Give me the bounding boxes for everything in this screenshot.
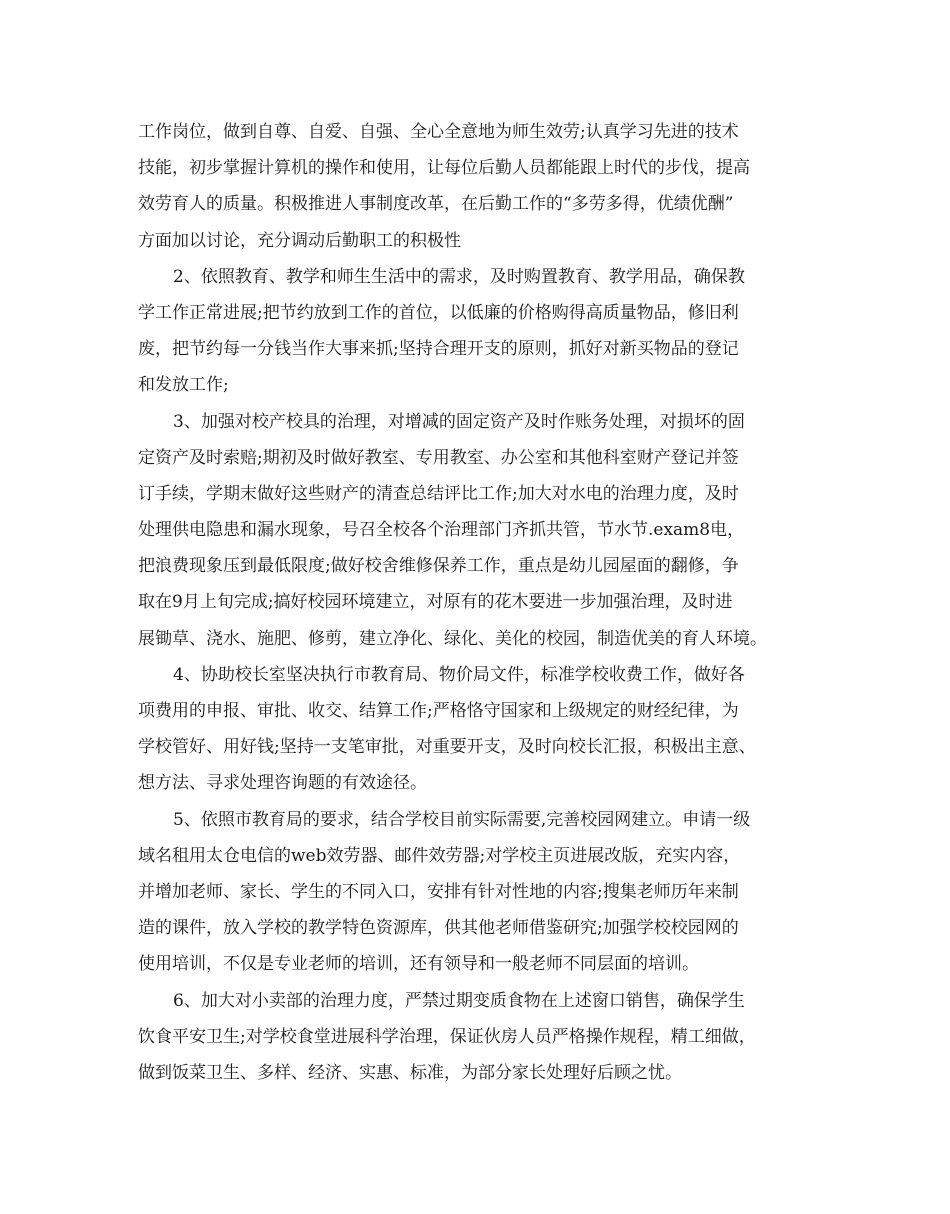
text-line: 废，把节约每一分钱当作大事来抓;坚持合理开支的原则，抓好对新买物品的登记 [138, 339, 739, 360]
text-line: 4、协助校长室坚决执行市教育局、物价局文件，标准学校收费工作，做好各 [173, 664, 745, 685]
text-line: 方面加以讨论，充分调动后勤职工的积极性 [138, 230, 461, 251]
text-line: 使用培训，不仅是专业老师的培训，还有领导和一般老师不同层面的培训。 [138, 954, 699, 975]
text-line: 学工作正常进展;把节约放到工作的首位，以低廉的价格购得高质量物品，修旧利 [138, 302, 739, 323]
text-line: 定资产及时索赔;期初及时做好教室、专用教室、办公室和其他科室财产登记并签 [138, 447, 739, 468]
text-line: 6、加大对小卖部的治理力度，严禁过期变质食物在上述窗口销售，确保学生 [173, 990, 745, 1011]
text-line: 效劳育人的质量。积极推进人事制度改革，在后勤工作的“多劳多得，优绩优酬” [138, 194, 734, 215]
paragraph-3 [138, 404, 828, 657]
text-line: 工作岗位，做到自尊、自爱、自强、全心全意地为师生效劳;认真学习先进的技术 [138, 122, 739, 142]
text-line: 造的课件，放入学校的教学特色资源库，供其他老师借鉴研究;加强学校校园网的 [138, 918, 739, 939]
text-line: 想方法、寻求处理咨询题的有效途径。 [138, 773, 427, 794]
text-line: 域名租用太仓电信的web效劳器、邮件效劳器;对学校主页进展改版，充实内容， [138, 845, 741, 866]
text-line: 处理供电隐患和漏水现象，号召全校各个治理部门齐抓共管，节水节.exam8电， [138, 520, 745, 541]
paragraph-6 [138, 983, 828, 1092]
paragraph-5 [138, 802, 828, 983]
text-line: 5、依照市教育局的要求，结合学校目前实际需要,完善校园网建立。申请一级 [173, 809, 751, 830]
paragraph-2 [138, 259, 828, 404]
paragraph-4 [138, 657, 828, 802]
text-line: 技能，初步掌握计算机的操作和使用，让每位后勤人员都能跟上时代的步伐，提高 [138, 158, 750, 179]
paragraph-1 [138, 114, 828, 259]
text-line: 和发放工作; [138, 375, 229, 396]
text-line: 学校管好、用好钱;坚持一支笔审批，对重要开支，及时向校长汇报，积极出主意、 [138, 737, 756, 758]
document-body [138, 114, 828, 1091]
text-line: 并增加老师、家长、学生的不同入口，安排有针对性地的内容;搜集老师历年来制 [138, 881, 739, 902]
text-line: 项费用的申报、审批、收交、结算工作;严格恪守国家和上级规定的财经纪律，为 [138, 701, 739, 721]
text-line: 订手续，学期末做好这些财产的清查总结评比工作;加大对水电的治理力度，及时 [138, 483, 739, 504]
text-line: 2、依照教育、教学和师生生活中的需求，及时购置教育、教学用品，确保教 [173, 266, 745, 287]
text-line: 取在9月上旬完成;搞好校园环境建立，对原有的花木要进一步加强治理，及时进 [138, 592, 733, 613]
text-line: 3、加强对校产校具的治理，对增减的固定资产及时作账务处理，对损坏的固 [173, 411, 745, 432]
text-line: 把浪费现象压到最低限度;做好校舍维修保养工作，重点是幼儿园屋面的翻修，争 [138, 556, 739, 577]
text-line: 饮食平安卫生;对学校食堂进展科学治理，保证伙房人员严格操作规程，精工细做， [138, 1026, 756, 1047]
text-line: 做到饭菜卫生、多样、经济、实惠、标准，为部分家长处理好后顾之忧。 [138, 1062, 682, 1083]
text-line: 展锄草、浇水、施肥、修剪，建立净化、绿化、美化的校园，制造优美的育人环境。 [138, 628, 767, 649]
